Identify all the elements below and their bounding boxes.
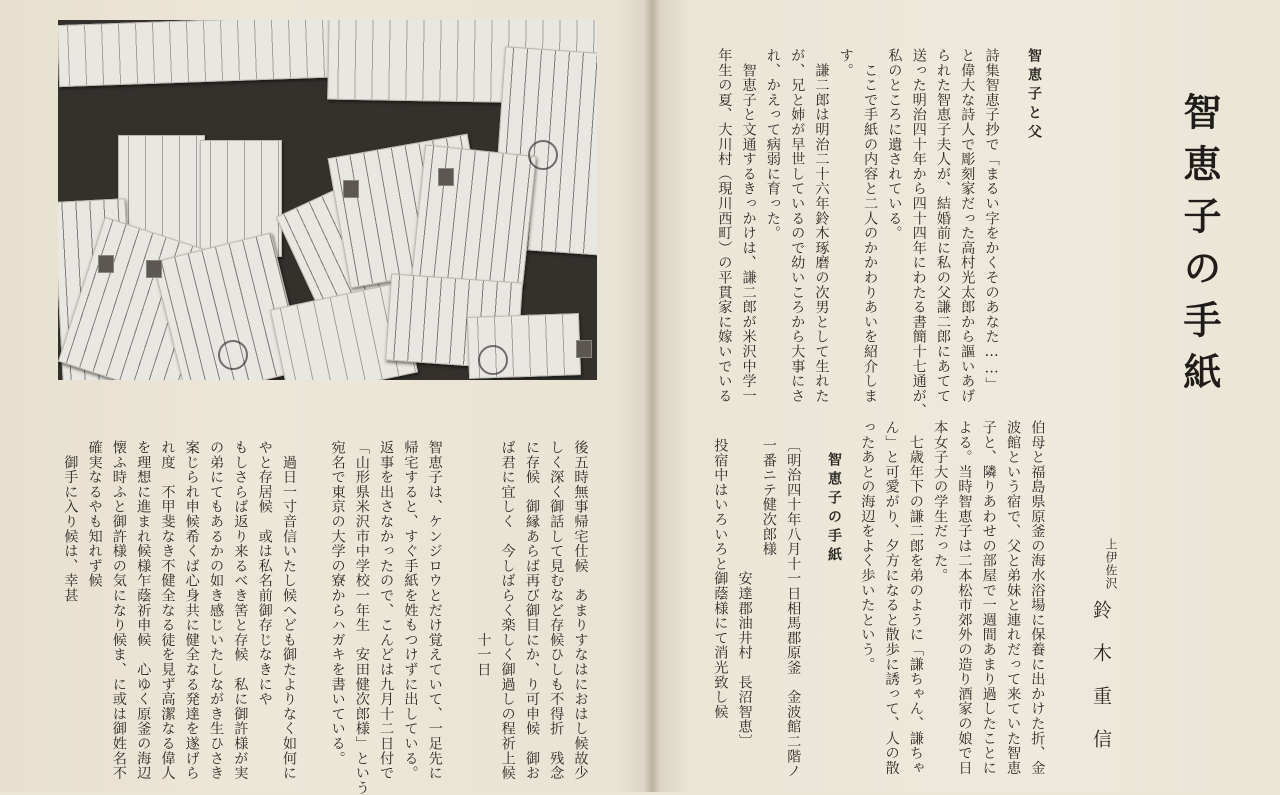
left-lower-line: 帰宅すると、すぐ手紙を姓もつけずに出している。 bbox=[402, 440, 419, 781]
body-text-right-upper bbox=[855, 420, 1049, 792]
author-affiliation: 上伊佐沢 bbox=[1104, 538, 1118, 590]
left-upper-line: 送った明治四十年から四十四年にわたる書簡十七通が、 bbox=[910, 48, 927, 418]
body-text-left-upper bbox=[712, 48, 1004, 418]
left-lower-line: 確実なるやも知れず候 bbox=[86, 440, 103, 588]
right-letter-line: 安達郡油井村 長沼智恵〕 bbox=[736, 438, 753, 749]
left-lower-line: 智恵子は、ケンジロウとだけ覚えていて、一足先に bbox=[426, 440, 443, 781]
left-upper-line: れ、かえって病弱に育った。 bbox=[764, 48, 781, 241]
right-upper-line: 本女子大の学生だった。 bbox=[932, 420, 949, 583]
right-letter-line: 〔明治四十年八月十一日相馬郡原釜 金波館二階ノ bbox=[785, 438, 802, 779]
left-upper-line: ここで手紙の内容と二人のかかわりあいを紹介しま bbox=[862, 48, 879, 404]
left-lower-line: 御手に入り候は、幸甚 bbox=[62, 440, 79, 603]
left-lower-line: もしさらば返り来るべき筈と存候 私に御許様が実 bbox=[232, 440, 249, 781]
postage-stamp bbox=[438, 168, 454, 186]
left-lower-line bbox=[301, 440, 325, 792]
left-upper-line: 年生の夏、大川村（現川西町）の平貫家に嫁いでいる bbox=[716, 48, 733, 404]
left-upper-line: 智恵子と文通するきっかけは、謙二郎が米沢中学一 bbox=[740, 48, 757, 404]
left-upper-line: 謙二郎は明治二十六年鈴木琢磨の次男として生れた bbox=[813, 48, 830, 404]
left-lower-line: しく深く御話して見むなど存候ひしも不得折 残念 bbox=[548, 440, 565, 781]
article-title: 智恵子の手紙 bbox=[1177, 92, 1222, 404]
left-lower-line: の弟にてもあるかの如き感じいたしながき生ひさき bbox=[208, 440, 225, 781]
left-lower-line: 十一日 bbox=[475, 440, 492, 677]
left-lower-line bbox=[447, 440, 471, 792]
left-lower-line: 宛名で東京の大学の寮からハガキを書いている。 bbox=[329, 440, 346, 766]
right-upper-line: 子と、隣りあわせの部屋で一週間あまり過したことに bbox=[980, 420, 997, 776]
left-lower-line: を理想に進まれ候様乍蔭祈申候 心ゆく原釜の海辺 bbox=[135, 440, 152, 781]
letters-photograph bbox=[58, 20, 597, 380]
left-lower-line: 後五時無事帰宅仕候 あまりすなはにおはし候故少 bbox=[572, 440, 589, 781]
left-lower-line: やと存居候 或は私名前御存じなきにや bbox=[256, 440, 273, 707]
right-letter-line: 一番ニテ健次郎様 bbox=[760, 438, 777, 764]
right-upper-line: 伯母と福島県原釜の海水浴場に保養に出かけた折、金 bbox=[1029, 420, 1046, 776]
right-upper-line: 波館という宿で、父と弟妹と連れだって来ていた智恵 bbox=[1005, 420, 1022, 776]
left-lower-line: れ度 不甲斐なき不健全なる徒を見ず高潔なる偉人 bbox=[159, 440, 176, 781]
postage-stamp bbox=[146, 260, 162, 278]
left-upper-line: が、兄と姉が早世しているので幼いころから大事にさ bbox=[789, 48, 806, 404]
left-upper-line: と偉大な詩人で彫刻家だった高村光太郎から謳いあげ bbox=[959, 48, 976, 404]
postmark bbox=[528, 140, 558, 170]
right-upper-line: ん」と可愛がり、夕方になると散歩に誘って、人の散 bbox=[883, 420, 900, 776]
right-letter-line: 投宿中はいろいろと御蔭様にて消光致し候 bbox=[712, 438, 729, 720]
postmark bbox=[478, 345, 508, 375]
book-gutter bbox=[644, 0, 660, 792]
letter-sheet bbox=[58, 20, 351, 87]
left-lower-line: 過日一寸音信いたし候へども御たよりなく如何に bbox=[280, 440, 297, 781]
right-upper-line: よる。当時智恵子は二本松市郊外の造り酒家の娘で日 bbox=[956, 420, 973, 776]
postage-stamp bbox=[576, 340, 592, 358]
body-text-right-letter bbox=[708, 438, 805, 792]
body-text-left-lower bbox=[58, 440, 593, 795]
left-lower-line: 案じられ申候希くば心身共に健全なる発達を遂げら bbox=[183, 440, 200, 781]
left-upper-line: す。 bbox=[837, 48, 854, 78]
postage-stamp bbox=[343, 180, 359, 198]
right-upper-line: ったあとの海辺をよく歩いたという。 bbox=[859, 420, 876, 672]
left-upper-line: 詩集智恵子抄で「まるい字をかくそのあなた……」 bbox=[983, 48, 1000, 392]
section-heading-letter: 智恵子の手紙 bbox=[826, 452, 842, 566]
section-heading-father: 智恵子と父 bbox=[1026, 48, 1042, 143]
left-lower-line: 返事を出さなかったので、こんどは九月十二日付で bbox=[378, 440, 395, 781]
left-upper-line: られた智恵子夫人が、結婚前に私の父謙二郎にあてて bbox=[934, 48, 951, 404]
left-lower-line: ば君に宜しく 今しばらく楽しく御過しの程祈上候 bbox=[499, 440, 516, 781]
right-upper-line: 七歳年下の謙二郎を弟のように「謙ちゃん、謙ちゃ bbox=[907, 420, 924, 776]
postcard bbox=[411, 145, 536, 288]
postmark bbox=[218, 340, 248, 370]
left-lower-line: 「山形県米沢市中学校一年生 安田健次郎様」という bbox=[353, 440, 370, 795]
author-name: 鈴木重信 bbox=[1090, 600, 1112, 772]
left-lower-line: に存候 御縁あらば再び御目にか、り可申候 御お bbox=[523, 440, 540, 781]
postage-stamp bbox=[98, 255, 114, 273]
left-lower-line: 懐ふ時ふと御許様の気になり候ま、に或は御姓名不 bbox=[110, 440, 127, 781]
left-upper-line: 私のところに遺されている。 bbox=[886, 48, 903, 241]
